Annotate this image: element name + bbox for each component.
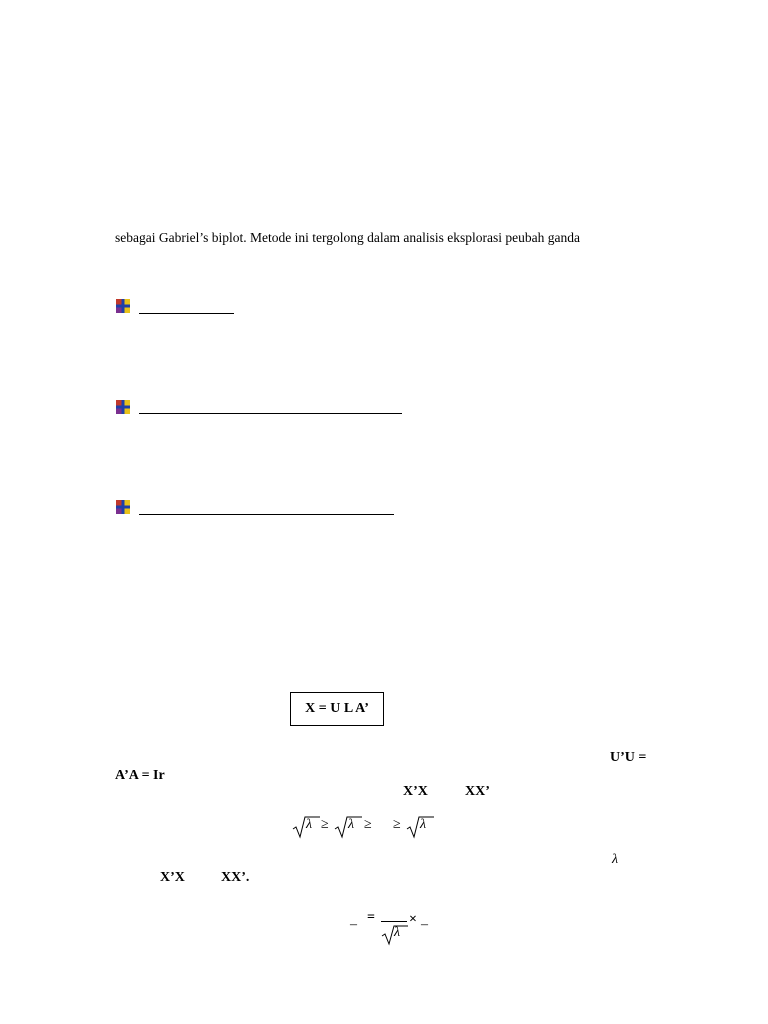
geq-symbol: ≥: [321, 817, 329, 832]
heading-underline-1: [139, 313, 234, 314]
fraction-bar: [381, 921, 407, 922]
geq-symbol: ≥: [364, 817, 372, 832]
lambda-symbol: λ: [420, 817, 427, 832]
heading-underline-2: [139, 413, 402, 414]
lambda-symbol: λ: [612, 852, 619, 867]
svd-equation: X = U L A’: [305, 701, 369, 716]
fraction-equals: =: [367, 910, 375, 925]
paragraph-line: sebagai Gabriel’s biplot. Metode ini tergolong dalam analisis eksplorasi peubah ganda: [115, 230, 581, 245]
uu-label: U’U =: [610, 750, 647, 765]
xxt-matrix-label-2: XX’.: [221, 870, 250, 885]
geq-symbol: ≥: [393, 817, 401, 832]
aa-identity: A’A = Ir: [115, 768, 165, 783]
plus-bullet-icon: [116, 400, 130, 414]
plus-bullet-icon: [116, 299, 130, 313]
xx-matrix-label: X’X: [403, 784, 428, 799]
xxt-matrix-label: XX’: [465, 784, 490, 799]
dash-left: –: [350, 917, 357, 932]
lambda-symbol: λ: [306, 817, 313, 832]
lambda-symbol: λ: [348, 817, 355, 832]
xx-matrix-label-2: X’X: [160, 870, 185, 885]
plus-bullet-icon: [116, 500, 130, 514]
heading-underline-3: [139, 514, 394, 515]
svd-equation-box: [290, 692, 384, 726]
dash-right: –: [421, 917, 428, 932]
lambda-symbol: λ: [394, 925, 401, 940]
times-symbol: ×: [409, 912, 417, 927]
